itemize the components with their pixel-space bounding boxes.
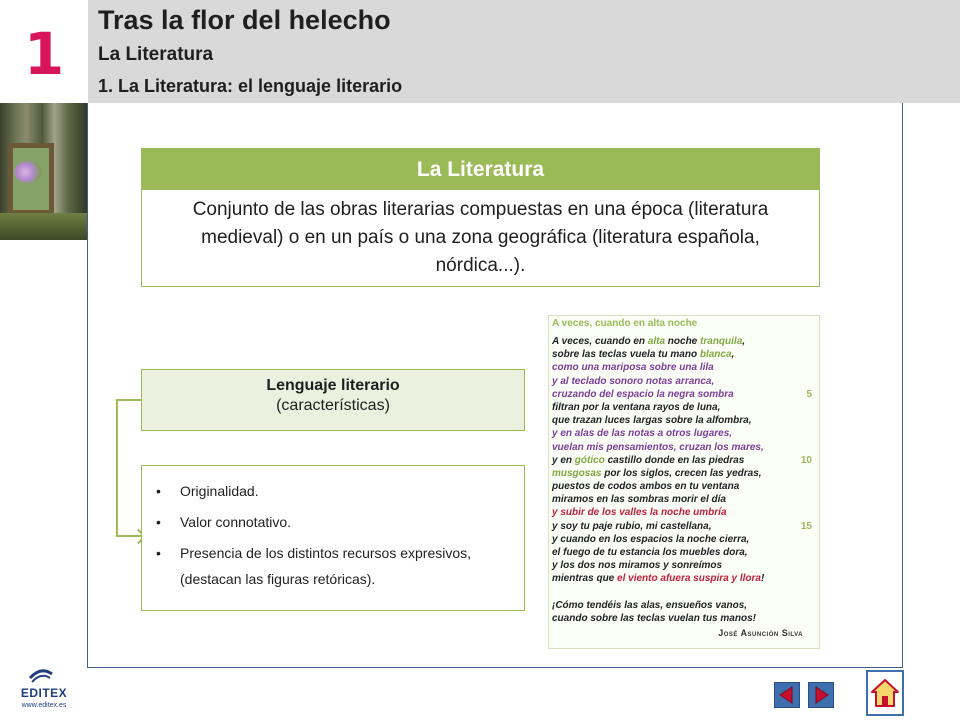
photo-flowers <box>14 161 42 183</box>
poem-line <box>552 388 814 401</box>
poem-text: A veces, cuando en <box>552 336 648 347</box>
poem-lines <box>552 335 814 625</box>
section-title: 1. La Literatura: el lenguaje literario <box>98 76 403 96</box>
poem-text: sobre las teclas vuela tu mano <box>552 349 700 361</box>
literary-language-box <box>141 369 525 431</box>
literary-language-title: Lenguaje literario <box>266 377 400 394</box>
logo-name: EDITEX <box>20 686 68 700</box>
poem-text: y soy tu paje rubio, mi castellana, <box>552 520 712 532</box>
poem-text: y en <box>552 454 575 466</box>
list-item: • Presencia de los distintos recursos expresivos, (destacan las figuras retóricas). <box>152 540 524 592</box>
poem-line: cuando sobre las teclas vuelan tus manos! <box>552 612 756 624</box>
line-number: 5 <box>806 388 812 400</box>
logo-url: www.editex.es <box>21 702 67 709</box>
editex-logo <box>16 664 72 714</box>
poem-text: musgosas <box>552 467 602 479</box>
triangle-right-icon <box>809 683 833 707</box>
line-number: 15 <box>800 520 812 532</box>
definition-heading: La Literatura <box>142 149 819 190</box>
poem-line: miramos en las sombras morir el día <box>552 494 726 506</box>
poem-line: filtran por la ventana rayos de luna, <box>552 401 721 413</box>
editex-logo-mark <box>26 664 56 686</box>
poem-text: noche <box>665 336 701 347</box>
poem-text: ! <box>760 573 765 585</box>
fern-photo <box>0 103 88 240</box>
definition-text: Conjunto de las obras literarias compuestas en una época (literatura medieval) o en un país o una zona geográfica (literatura española, nórdica...). <box>192 199 769 276</box>
poem-box <box>548 315 820 649</box>
list-item: • Originalidad. <box>152 478 524 505</box>
connector-line <box>116 399 142 537</box>
poem-title: A veces, cuando en alta noche <box>552 318 698 329</box>
poem-text: tranquila <box>700 336 743 347</box>
poem-text: el viento afuera suspira y llora <box>617 573 761 585</box>
poem-line: y cuando en los espacios la noche cierra, <box>552 533 750 545</box>
poem-line <box>552 520 814 533</box>
characteristics-list <box>141 465 525 611</box>
poem-text: castillo donde en las piedras <box>604 454 745 466</box>
poem-line: como una mariposa sobre una lila <box>552 362 714 374</box>
triangle-left-icon <box>775 683 799 707</box>
line-number: 10 <box>800 454 812 466</box>
poem-line <box>552 586 814 599</box>
poem-text: mientras que <box>552 573 618 585</box>
poem-line: ¡Cómo tendéis las alas, ensueños vanos, <box>552 599 748 611</box>
poem-author: José Asunción Silva <box>718 628 803 638</box>
literary-language-subtitle: (características) <box>276 397 390 414</box>
poem-text: alta <box>647 336 666 347</box>
poem-line: vuelan mis pensamientos, cruzan los mares, <box>552 441 764 453</box>
poem-line <box>552 467 814 480</box>
poem-line <box>552 348 814 361</box>
poem-line <box>552 572 814 585</box>
poem-text: , <box>742 336 746 347</box>
poem-line: y en alas de las notas a otros lugares, <box>552 428 733 440</box>
poem-line: que trazan luces largas sobre la alfombra, <box>552 415 752 427</box>
page-title: Tras la flor del helecho <box>98 5 391 35</box>
chapter-number: 1 <box>23 20 65 88</box>
page-subtitle: La Literatura <box>98 44 214 65</box>
poem-text: cruzando del espacio la negra sombra <box>552 388 734 400</box>
list-item: • Valor connotativo. <box>152 509 524 536</box>
home-button[interactable] <box>866 670 904 716</box>
poem-text: , <box>731 349 735 361</box>
poem-line: y los dos nos miramos y sonreímos <box>552 560 723 572</box>
home-icon <box>868 672 902 714</box>
next-button[interactable] <box>808 682 834 708</box>
photo-moss <box>0 213 88 240</box>
poem-text: blanca <box>699 349 732 361</box>
poem-line <box>552 454 814 467</box>
poem-text: por los siglos, crecen las yedras, <box>601 467 762 479</box>
definition-box <box>141 148 820 287</box>
poem-line: y al teclado sonoro notas arranca, <box>552 375 715 387</box>
poem-line <box>552 335 814 348</box>
previous-button[interactable] <box>774 682 800 708</box>
poem-line: y subir de los valles la noche umbría <box>552 507 727 519</box>
poem-line: el fuego de tu estancia los muebles dora, <box>552 547 748 558</box>
poem-line: puestos de codos ambos en tu ventana <box>552 481 740 493</box>
poem-text: gótico <box>574 454 605 466</box>
